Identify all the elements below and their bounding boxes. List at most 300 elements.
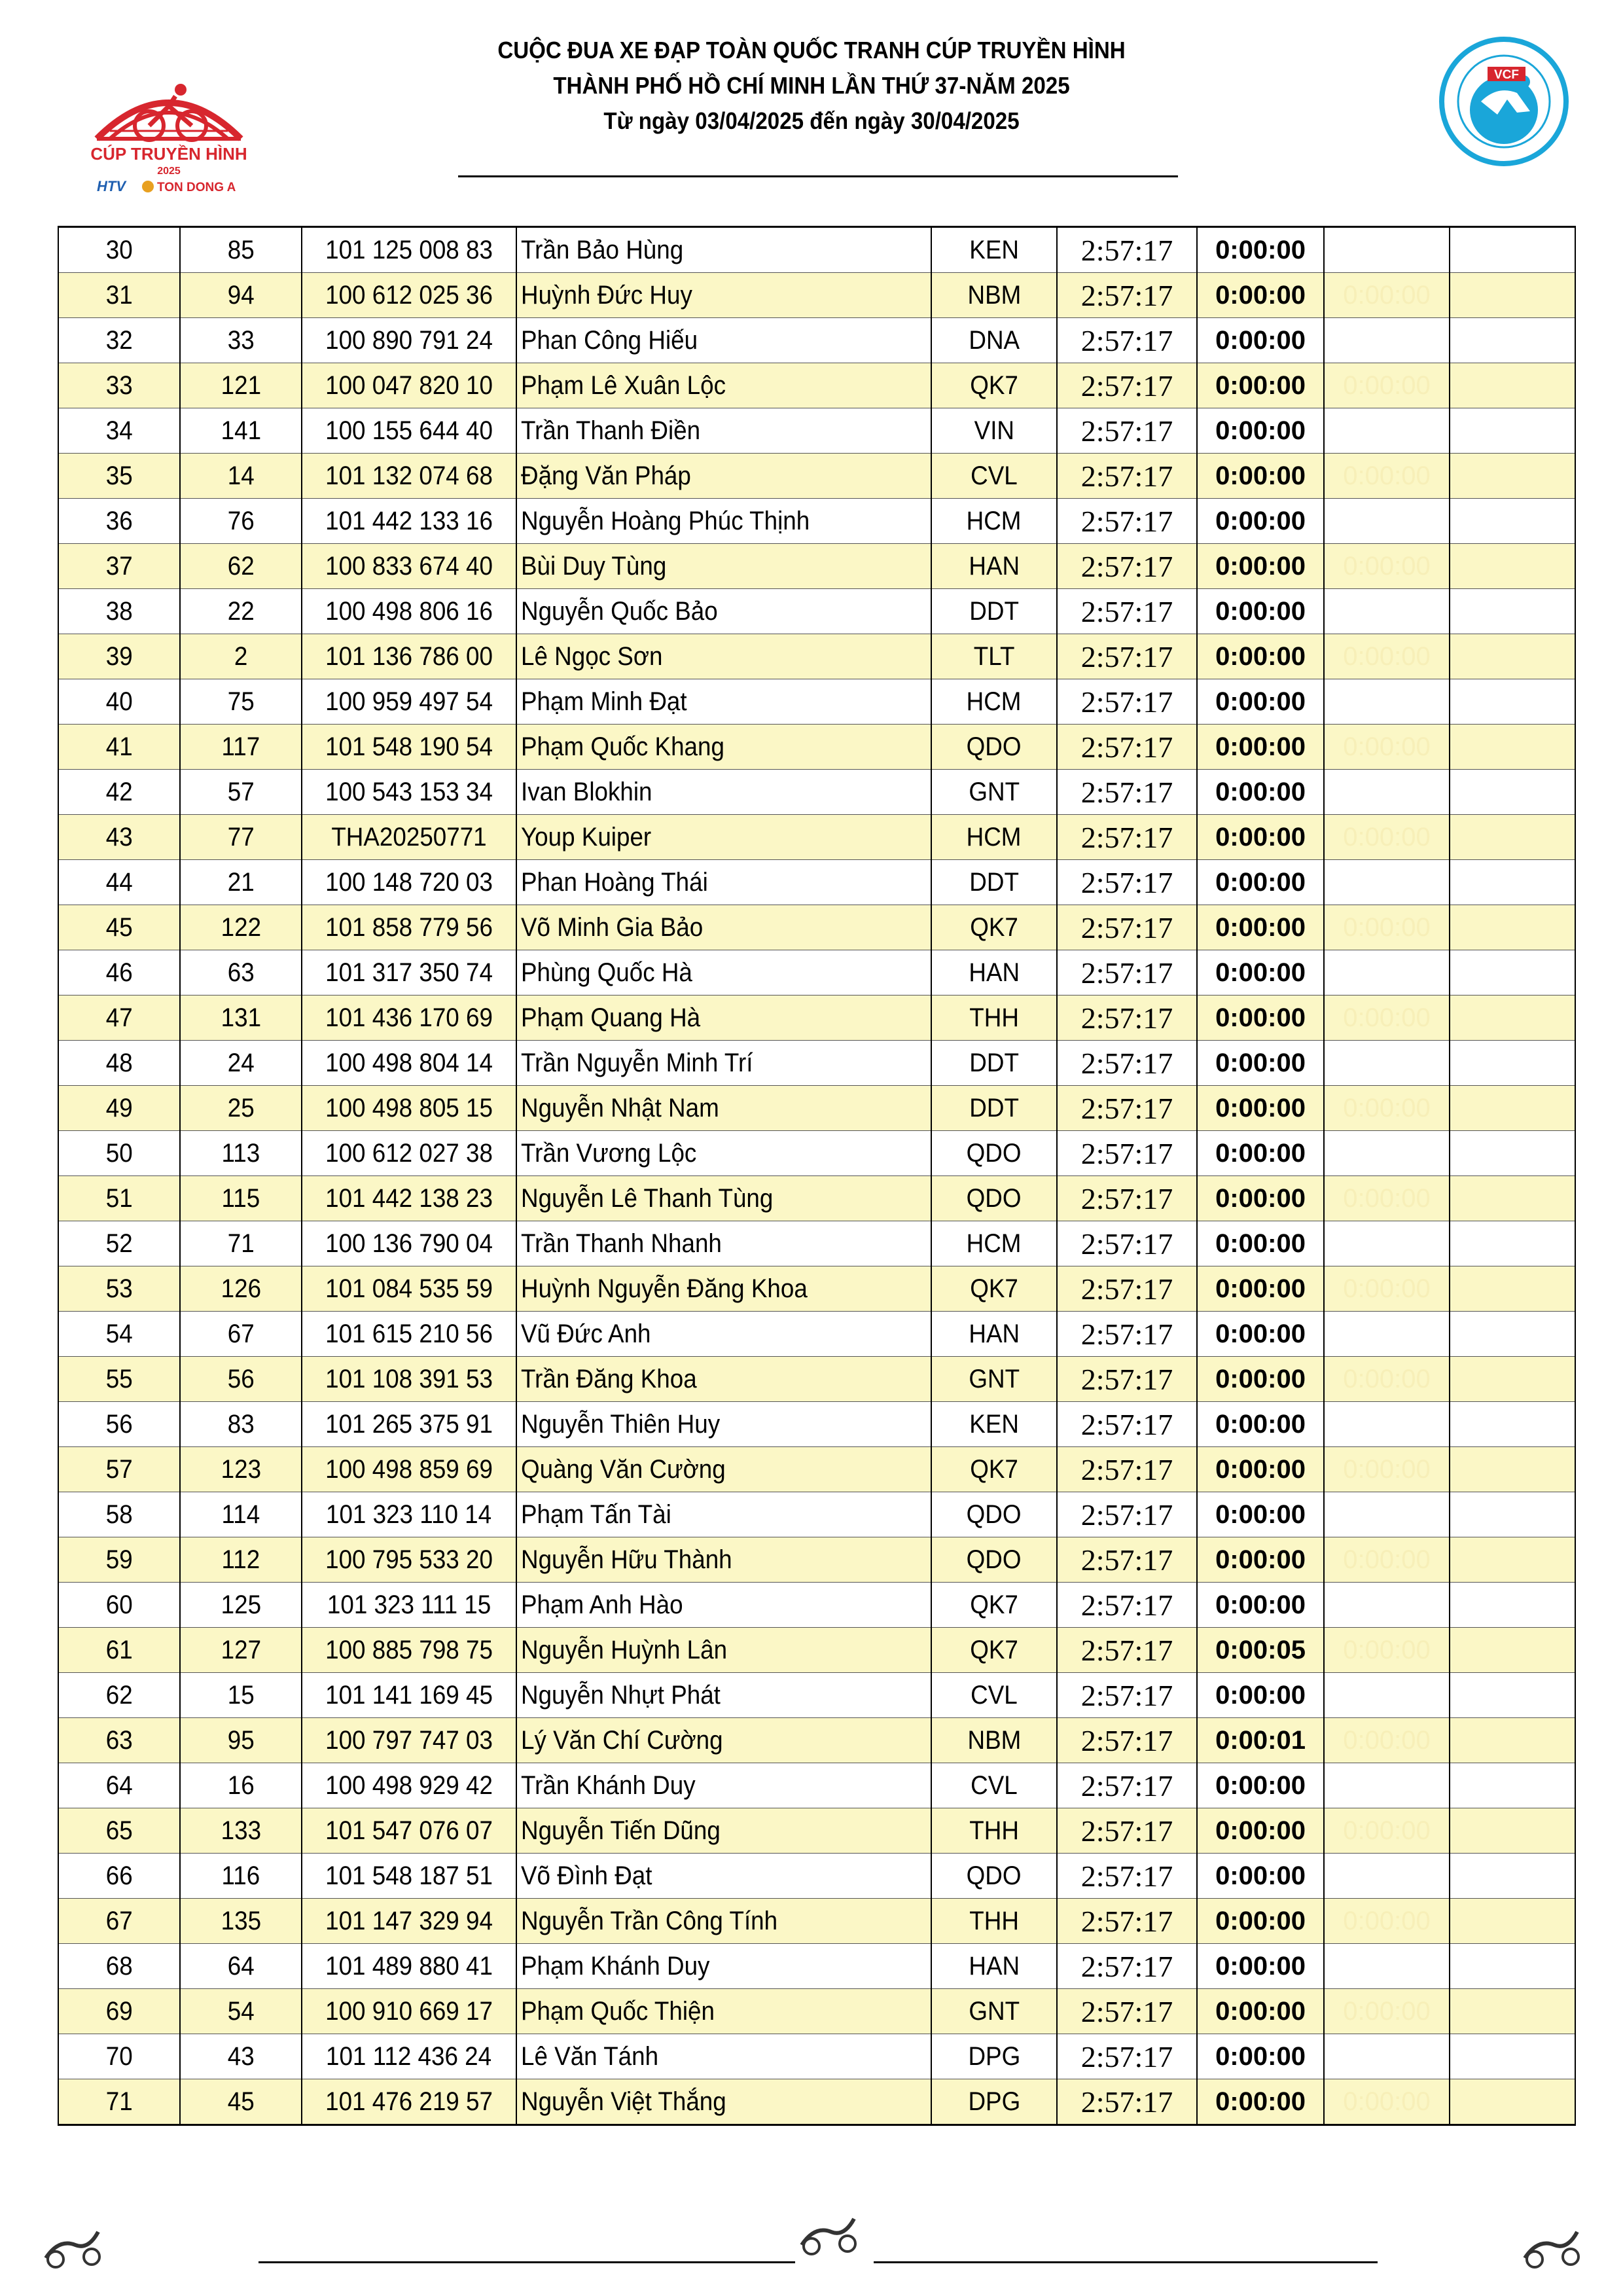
- rider-name-cell: [516, 1628, 931, 1673]
- finish-time-cell: 2:57:17: [1057, 1628, 1197, 1673]
- bib-number-cell: [180, 1357, 302, 1402]
- team-code-text: QDO: [967, 1545, 1022, 1574]
- rank-text: 47: [105, 1003, 133, 1032]
- empty-cell: [1450, 996, 1575, 1041]
- rider-name-text: Nguyễn Việt Thắng: [521, 2087, 726, 2116]
- finish-time-cell: 2:57:17: [1057, 1086, 1197, 1131]
- cyclist-arch-icon: [71, 60, 267, 198]
- bib-number-cell: [180, 1628, 302, 1673]
- uci-id-text: 101 084 535 59: [325, 1274, 493, 1303]
- bib-number-cell: [180, 408, 302, 454]
- uci-id-text: 100 959 497 54: [325, 687, 493, 716]
- table-row: [58, 1131, 1575, 1176]
- team-code-text: HCM: [967, 1229, 1022, 1258]
- team-code-cell: [931, 1176, 1057, 1221]
- rider-name-text: Nguyễn Hữu Thành: [521, 1545, 732, 1574]
- team-code-text: QDO: [967, 1499, 1022, 1529]
- bib-number-text: 131: [221, 1003, 261, 1032]
- time-gap-cell: 0:00:00: [1197, 1086, 1324, 1131]
- rider-name-cell: [516, 544, 931, 589]
- faded-time-cell: [1324, 1402, 1450, 1447]
- table-row: [58, 499, 1575, 544]
- team-code-cell: [931, 227, 1057, 273]
- bib-number-cell: [180, 1041, 302, 1086]
- bib-number-cell: [180, 679, 302, 725]
- rider-name-text: Phan Hoàng Thái: [521, 867, 708, 897]
- rank-cell: [58, 1221, 180, 1266]
- uci-id-cell: [302, 815, 516, 860]
- team-code-text: DNA: [969, 325, 1020, 355]
- faded-time-cell: 0:00:00: [1324, 905, 1450, 950]
- bib-number-text: 16: [227, 1770, 255, 1800]
- table-row: [58, 1221, 1575, 1266]
- time-gap-cell: 0:00:00: [1197, 1989, 1324, 2034]
- rank-text: 39: [105, 641, 133, 671]
- table-row: [58, 996, 1575, 1041]
- rider-name-text: Trần Vương Lộc: [521, 1138, 697, 1168]
- rank-text: 31: [105, 280, 133, 310]
- table-row: [58, 1583, 1575, 1628]
- table-row: [58, 408, 1575, 454]
- empty-cell: [1450, 1492, 1575, 1537]
- empty-cell: [1450, 1808, 1575, 1854]
- svg-text:HTV: HTV: [97, 178, 126, 194]
- faded-time-cell: 0:00:00: [1324, 634, 1450, 679]
- finish-time-cell: 2:57:17: [1057, 1131, 1197, 1176]
- faded-time-cell: [1324, 1763, 1450, 1808]
- bib-number-text: 62: [227, 551, 255, 581]
- rank-text: 35: [105, 461, 133, 490]
- rank-cell: [58, 589, 180, 634]
- team-code-text: CVL: [971, 1770, 1018, 1800]
- rank-text: 57: [105, 1454, 133, 1484]
- team-code-text: GNT: [969, 777, 1020, 806]
- bib-number-text: 135: [221, 1906, 261, 1935]
- uci-id-cell: [302, 905, 516, 950]
- finish-time-cell: 2:57:17: [1057, 1718, 1197, 1763]
- rider-name-text: Phạm Quốc Khang: [521, 732, 724, 761]
- rider-name-cell: [516, 408, 931, 454]
- team-code-text: HAN: [969, 958, 1020, 987]
- uci-id-text: 100 498 929 42: [325, 1770, 493, 1800]
- rank-text: 50: [105, 1138, 133, 1168]
- finish-time-cell: 2:57:17: [1057, 1447, 1197, 1492]
- bib-number-text: 2: [234, 641, 248, 671]
- rank-cell: [58, 1492, 180, 1537]
- bib-number-text: 85: [227, 235, 255, 264]
- rider-name-cell: [516, 1402, 931, 1447]
- faded-time-cell: 0:00:00: [1324, 544, 1450, 589]
- empty-cell: [1450, 905, 1575, 950]
- rider-name-text: Nguyễn Tiến Dũng: [521, 1816, 721, 1845]
- rank-text: 41: [105, 732, 133, 761]
- team-code-text: DDT: [969, 596, 1019, 626]
- rank-cell: [58, 2034, 180, 2079]
- team-code-text: KEN: [969, 235, 1019, 264]
- rank-cell: [58, 1899, 180, 1944]
- bib-number-text: 43: [227, 2041, 255, 2071]
- time-gap-cell: 0:00:00: [1197, 227, 1324, 273]
- finish-time-cell: 2:57:17: [1057, 1266, 1197, 1312]
- rank-text: 38: [105, 596, 133, 626]
- bib-number-text: 123: [221, 1454, 261, 1484]
- uci-id-text: 101 323 111 15: [327, 1590, 491, 1619]
- faded-time-cell: [1324, 499, 1450, 544]
- rider-name-text: Nguyễn Nhựt Phát: [521, 1680, 721, 1710]
- bib-number-cell: [180, 1312, 302, 1357]
- bib-number-text: 116: [221, 1861, 260, 1890]
- bib-number-text: 15: [227, 1680, 255, 1710]
- rank-cell: [58, 905, 180, 950]
- rider-name-cell: [516, 770, 931, 815]
- rider-name-text: Lê Văn Tánh: [521, 2041, 659, 2071]
- cup-truyen-hinh-logo: [71, 60, 267, 198]
- bib-number-cell: [180, 1221, 302, 1266]
- rider-name-cell: [516, 950, 931, 996]
- rider-name-cell: [516, 1041, 931, 1086]
- empty-cell: [1450, 725, 1575, 770]
- uci-id-cell: [302, 227, 516, 273]
- rider-name-cell: [516, 1176, 931, 1221]
- rank-text: 48: [105, 1048, 133, 1077]
- rider-name-text: Nguyễn Lê Thanh Tùng: [521, 1183, 774, 1213]
- team-code-text: QDO: [967, 1183, 1022, 1213]
- bib-number-text: 71: [227, 1229, 255, 1258]
- bib-number-cell: [180, 544, 302, 589]
- rank-text: 55: [105, 1364, 133, 1393]
- rank-text: 33: [105, 370, 133, 400]
- rider-name-text: Phạm Khánh Duy: [521, 1951, 710, 1981]
- rider-name-cell: [516, 634, 931, 679]
- finish-time-cell: 2:57:17: [1057, 1899, 1197, 1944]
- team-code-text: THH: [969, 1906, 1019, 1935]
- team-code-text: HCM: [967, 506, 1022, 535]
- svg-text:VCF: VCF: [1494, 68, 1519, 82]
- empty-cell: [1450, 589, 1575, 634]
- time-gap-cell: 0:00:00: [1197, 273, 1324, 318]
- team-code-cell: [931, 499, 1057, 544]
- table-row: [58, 815, 1575, 860]
- finish-time-cell: 2:57:17: [1057, 815, 1197, 860]
- uci-id-text: 100 136 790 04: [325, 1229, 493, 1258]
- empty-cell: [1450, 454, 1575, 499]
- time-gap-cell: 0:00:00: [1197, 1312, 1324, 1357]
- bib-number-cell: [180, 1718, 302, 1763]
- team-code-text: QK7: [970, 912, 1018, 942]
- rank-text: 54: [105, 1319, 133, 1348]
- time-gap-cell: 0:00:00: [1197, 1447, 1324, 1492]
- uci-id-cell: [302, 363, 516, 408]
- team-code-cell: [931, 860, 1057, 905]
- uci-id-text: 100 795 533 20: [325, 1545, 493, 1574]
- uci-id-text: 101 615 210 56: [325, 1319, 493, 1348]
- empty-cell: [1450, 1086, 1575, 1131]
- bib-number-text: 133: [221, 1816, 261, 1845]
- team-code-cell: [931, 1899, 1057, 1944]
- team-code-cell: [931, 544, 1057, 589]
- rank-text: 69: [105, 1996, 133, 2026]
- table-row: [58, 1537, 1575, 1583]
- faded-time-cell: 0:00:00: [1324, 1989, 1450, 2034]
- finish-time-cell: 2:57:17: [1057, 905, 1197, 950]
- uci-id-cell: [302, 1944, 516, 1989]
- rider-name-text: Trần Nguyễn Minh Trí: [521, 1048, 753, 1077]
- time-gap-cell: 0:00:00: [1197, 2034, 1324, 2079]
- faded-time-cell: [1324, 1673, 1450, 1718]
- rider-name-cell: [516, 1673, 931, 1718]
- empty-cell: [1450, 950, 1575, 996]
- rider-name-cell: [516, 1899, 931, 1944]
- uci-id-cell: [302, 1808, 516, 1854]
- faded-time-cell: [1324, 860, 1450, 905]
- team-code-cell: [931, 1718, 1057, 1763]
- table-row: [58, 1402, 1575, 1447]
- faded-time-cell: 0:00:00: [1324, 1808, 1450, 1854]
- team-code-cell: [931, 1492, 1057, 1537]
- time-gap-cell: 0:00:00: [1197, 1537, 1324, 1583]
- uci-id-text: 101 108 391 53: [325, 1364, 493, 1393]
- empty-cell: [1450, 363, 1575, 408]
- faded-time-cell: 0:00:00: [1324, 1899, 1450, 1944]
- bib-number-text: 83: [227, 1409, 255, 1439]
- team-code-text: HAN: [969, 1951, 1020, 1981]
- signature-line-left: [259, 2261, 795, 2263]
- table-row: [58, 1763, 1575, 1808]
- time-gap-cell: 0:00:00: [1197, 634, 1324, 679]
- rank-cell: [58, 1447, 180, 1492]
- team-code-text: DDT: [969, 1048, 1019, 1077]
- uci-id-text: 101 858 779 56: [325, 912, 493, 942]
- faded-time-cell: 0:00:00: [1324, 1266, 1450, 1312]
- team-code-cell: [931, 1763, 1057, 1808]
- empty-cell: [1450, 1312, 1575, 1357]
- team-code-cell: [931, 1041, 1057, 1086]
- time-gap-cell: 0:00:00: [1197, 1266, 1324, 1312]
- empty-cell: [1450, 2079, 1575, 2125]
- team-code-cell: [931, 1086, 1057, 1131]
- table-row: [58, 1492, 1575, 1537]
- uci-id-cell: [302, 1854, 516, 1899]
- time-gap-cell: 0:00:00: [1197, 408, 1324, 454]
- bib-number-cell: [180, 589, 302, 634]
- bib-number-cell: [180, 815, 302, 860]
- bib-number-cell: [180, 860, 302, 905]
- bib-number-text: 45: [227, 2087, 255, 2116]
- table-row: [58, 725, 1575, 770]
- finish-time-cell: 2:57:17: [1057, 634, 1197, 679]
- bib-number-text: 121: [221, 370, 261, 400]
- rank-text: 58: [105, 1499, 133, 1529]
- team-code-text: QDO: [967, 732, 1022, 761]
- rider-name-text: Trần Thanh Nhanh: [521, 1229, 722, 1258]
- empty-cell: [1450, 1041, 1575, 1086]
- table-row: [58, 1266, 1575, 1312]
- team-code-text: CVL: [971, 1680, 1018, 1710]
- finish-time-cell: 2:57:17: [1057, 273, 1197, 318]
- bib-number-text: 57: [227, 777, 255, 806]
- bib-number-cell: [180, 1086, 302, 1131]
- time-gap-cell: 0:00:00: [1197, 2079, 1324, 2125]
- rank-text: 59: [105, 1545, 133, 1574]
- rank-cell: [58, 634, 180, 679]
- rank-text: 44: [105, 867, 133, 897]
- finish-time-cell: 2:57:17: [1057, 1583, 1197, 1628]
- rank-cell: [58, 227, 180, 273]
- team-code-text: KEN: [969, 1409, 1019, 1439]
- team-code-text: NBM: [967, 280, 1021, 310]
- team-code-cell: [931, 1537, 1057, 1583]
- rider-name-cell: [516, 363, 931, 408]
- svg-text:2025: 2025: [157, 166, 181, 177]
- empty-cell: [1450, 1357, 1575, 1402]
- uci-id-cell: [302, 1357, 516, 1402]
- bib-number-text: 113: [221, 1138, 260, 1168]
- uci-id-cell: [302, 2079, 516, 2125]
- rank-cell: [58, 950, 180, 996]
- rank-cell: [58, 318, 180, 363]
- uci-id-text: 101 442 133 16: [325, 506, 493, 535]
- table-row: [58, 1718, 1575, 1763]
- time-gap-cell: 0:00:05: [1197, 1628, 1324, 1673]
- faded-time-cell: [1324, 1131, 1450, 1176]
- uci-id-cell: [302, 1447, 516, 1492]
- bib-number-cell: [180, 1583, 302, 1628]
- table-row: [58, 363, 1575, 408]
- bib-number-text: 76: [227, 506, 255, 535]
- bib-number-text: 95: [227, 1725, 255, 1755]
- rank-cell: [58, 1763, 180, 1808]
- rank-cell: [58, 1176, 180, 1221]
- bib-number-cell: [180, 725, 302, 770]
- table-row: [58, 1086, 1575, 1131]
- team-code-text: GNT: [969, 1364, 1020, 1393]
- team-code-cell: [931, 1989, 1057, 2034]
- rider-name-text: Trần Khánh Duy: [521, 1770, 696, 1800]
- rank-cell: [58, 770, 180, 815]
- uci-id-cell: [302, 1628, 516, 1673]
- empty-cell: [1450, 408, 1575, 454]
- table-row: [58, 1673, 1575, 1718]
- svg-text:CÚP TRUYỀN HÌNH: CÚP TRUYỀN HÌNH: [90, 144, 247, 164]
- rider-name-text: Vũ Đức Anh: [521, 1319, 651, 1348]
- faded-time-cell: 0:00:00: [1324, 454, 1450, 499]
- bib-number-cell: [180, 1673, 302, 1718]
- team-code-text: DPG: [968, 2041, 1020, 2071]
- rider-name-text: Phạm Minh Đạt: [521, 687, 687, 716]
- team-code-text: DDT: [969, 867, 1019, 897]
- time-gap-cell: 0:00:00: [1197, 318, 1324, 363]
- time-gap-cell: 0:00:00: [1197, 544, 1324, 589]
- rank-cell: [58, 1537, 180, 1583]
- empty-cell: [1450, 634, 1575, 679]
- uci-id-text: 101 125 008 83: [325, 235, 493, 264]
- faded-time-cell: 0:00:00: [1324, 1086, 1450, 1131]
- bib-number-cell: [180, 363, 302, 408]
- rank-text: 37: [105, 551, 133, 581]
- table-row: [58, 634, 1575, 679]
- uci-id-text: 101 489 880 41: [325, 1951, 493, 1981]
- table-row: [58, 318, 1575, 363]
- results-table: [58, 226, 1576, 2126]
- rider-name-text: Phùng Quốc Hà: [521, 958, 692, 987]
- bib-number-cell: [180, 1131, 302, 1176]
- uci-id-text: 100 498 806 16: [325, 596, 493, 626]
- table-row: [58, 544, 1575, 589]
- uci-id-text: 101 547 076 07: [325, 1816, 493, 1845]
- bib-number-cell: [180, 1447, 302, 1492]
- uci-id-text: 100 890 791 24: [325, 325, 493, 355]
- rank-cell: [58, 1131, 180, 1176]
- rider-name-text: Quàng Văn Cường: [521, 1454, 726, 1484]
- team-code-cell: [931, 679, 1057, 725]
- empty-cell: [1450, 1131, 1575, 1176]
- rank-text: 70: [105, 2041, 133, 2071]
- uci-id-text: 101 548 187 51: [325, 1861, 493, 1890]
- svg-text:TON DONG A: TON DONG A: [157, 181, 236, 194]
- header-title-line-1: CUỘC ĐUA XE ĐẠP TOÀN QUỐC TRANH CÚP TRUYỀN HÌNH: [497, 37, 1126, 63]
- bib-number-text: 77: [227, 822, 255, 852]
- rank-cell: [58, 860, 180, 905]
- uci-id-cell: [302, 770, 516, 815]
- time-gap-cell: 0:00:00: [1197, 1357, 1324, 1402]
- team-code-cell: [931, 1131, 1057, 1176]
- rank-cell: [58, 544, 180, 589]
- finish-time-cell: 2:57:17: [1057, 1763, 1197, 1808]
- rider-name-cell: [516, 1266, 931, 1312]
- rank-text: 36: [105, 506, 133, 535]
- uci-id-cell: [302, 679, 516, 725]
- bib-number-text: 115: [221, 1183, 260, 1213]
- table-row: [58, 589, 1575, 634]
- team-code-cell: [931, 1266, 1057, 1312]
- table-row: [58, 1312, 1575, 1357]
- bib-number-text: 21: [227, 867, 255, 897]
- bib-number-text: 24: [227, 1048, 255, 1077]
- uci-id-text: 100 885 798 75: [325, 1635, 493, 1664]
- bib-number-text: 22: [227, 596, 255, 626]
- empty-cell: [1450, 1266, 1575, 1312]
- rank-cell: [58, 454, 180, 499]
- team-code-cell: [931, 1221, 1057, 1266]
- table-row: [58, 1357, 1575, 1402]
- bib-number-text: 56: [227, 1364, 255, 1393]
- table-row: [58, 1176, 1575, 1221]
- faded-time-cell: 0:00:00: [1324, 1537, 1450, 1583]
- rank-cell: [58, 273, 180, 318]
- rider-name-text: Phạm Tấn Tài: [521, 1499, 671, 1529]
- uci-id-text: 100 498 805 15: [325, 1093, 493, 1122]
- rider-name-text: Phạm Anh Hào: [521, 1590, 683, 1619]
- team-code-text: HCM: [967, 822, 1022, 852]
- uci-id-text: THA20250771: [331, 822, 487, 852]
- rider-name-cell: [516, 499, 931, 544]
- rider-name-cell: [516, 1537, 931, 1583]
- rider-name-text: Võ Minh Gia Bảo: [521, 912, 704, 942]
- rank-cell: [58, 408, 180, 454]
- empty-cell: [1450, 815, 1575, 860]
- uci-id-cell: [302, 1086, 516, 1131]
- uci-id-cell: [302, 996, 516, 1041]
- team-code-text: DPG: [968, 2087, 1020, 2116]
- vcf-logo: [1425, 33, 1582, 170]
- table-row: [58, 770, 1575, 815]
- team-code-text: VIN: [974, 416, 1014, 445]
- rider-name-text: Nguyễn Trần Công Tính: [521, 1906, 778, 1935]
- time-gap-cell: 0:00:00: [1197, 770, 1324, 815]
- uci-id-cell: [302, 1402, 516, 1447]
- time-gap-cell: 0:00:00: [1197, 1492, 1324, 1537]
- rider-name-cell: [516, 860, 931, 905]
